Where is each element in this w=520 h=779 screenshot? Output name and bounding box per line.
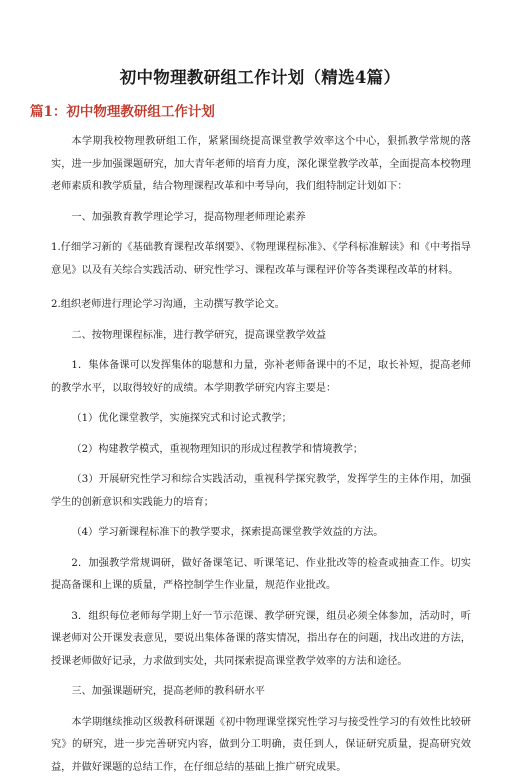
document-body (51, 131, 471, 779)
list-item-1: （1）优化课堂教学，实施探究式和讨论式教学； (51, 408, 471, 431)
paragraph-2-3: 3．组织每位老师每学期上好一节示范课、教学研究课，组员必须全体参加，活动时，听课老师对公开课发表意见，要说出集体备课的落实情况，指出存在的问题，找出改进的方法，授课老师做好记录，力求做到实处，共同探索提高课堂教学效率的方法和途径。 (51, 606, 471, 674)
paragraph-3-1: 本学期继续推动区级教科研课题《初中物理课堂探究性学习与接受性学习的有效性比较研究》的研究，进一步完善研究内容，做到分工明确，责任到人，保证研究质量，提高研究效益，并做好课题的总结工作，在仔细总结的基础上推广研究成果。 (51, 712, 471, 779)
list-item-2: （2）构建教学模式，重视物理知识的形成过程教学和情境教学； (51, 439, 471, 462)
paragraph-intro: 本学期我校物理教研组工作，紧紧围绕提高课堂教学效率这个中心，狠抓教学常规的落实，进一步加强课题研究，加大青年老师的培育力度，深化课堂教学改革，全面提高本校物理老师素质和教学质量，结合物理课程改革和中考导向，我们组特制定计划如下： (51, 131, 471, 199)
paragraph-1-1: 1.仔细学习新的《基础教育课程改革纲要》、《物理课程标准》、《学科标准解读》和《中考指导意见》以及有关综合实践活动、研究性学习、课程改革与课程评价等各类课程改革的材料。 (51, 237, 471, 282)
heading-3: 三、加强课题研究，提高老师的教科研水平 (51, 681, 471, 704)
paragraph-2-1: 1．集体备课可以发挥集体的聪慧和力量，弥补老师备课中的不足，取长补短，提高老师的教学水平，以取得较好的成绩。本学期教学研究内容主要是： (51, 355, 471, 400)
section-title: 篇1：初中物理教研组工作计划 (30, 100, 215, 120)
heading-1: 一、加强教育教学理论学习，提高物理老师理论素养 (51, 207, 471, 230)
document-title: 初中物理教研组工作计划（精选4篇） (0, 64, 520, 88)
list-item-3: （3）开展研究性学习和综合实践活动，重视科学探究教学，发挥学生的主体作用，加强学生的创新意识和实践能力的培育； (51, 469, 471, 514)
paragraph-2-2: 2．加强教学常规调研，做好备课笔记、听课笔记、作业批改等的检查或抽查工作。切实提高备课和上课的质量，严格控制学生作业量，规范作业批改。 (51, 553, 471, 598)
heading-2: 二、按物理课程标准，进行教学研究，提高课堂教学效益 (51, 325, 471, 348)
list-item-4: （4）学习新课程标准下的教学要求，探索提高课堂教学效益的方法。 (51, 522, 471, 545)
paragraph-1-2: 2.组织老师进行理论学习沟通，主动撰写教学论文。 (51, 294, 471, 317)
